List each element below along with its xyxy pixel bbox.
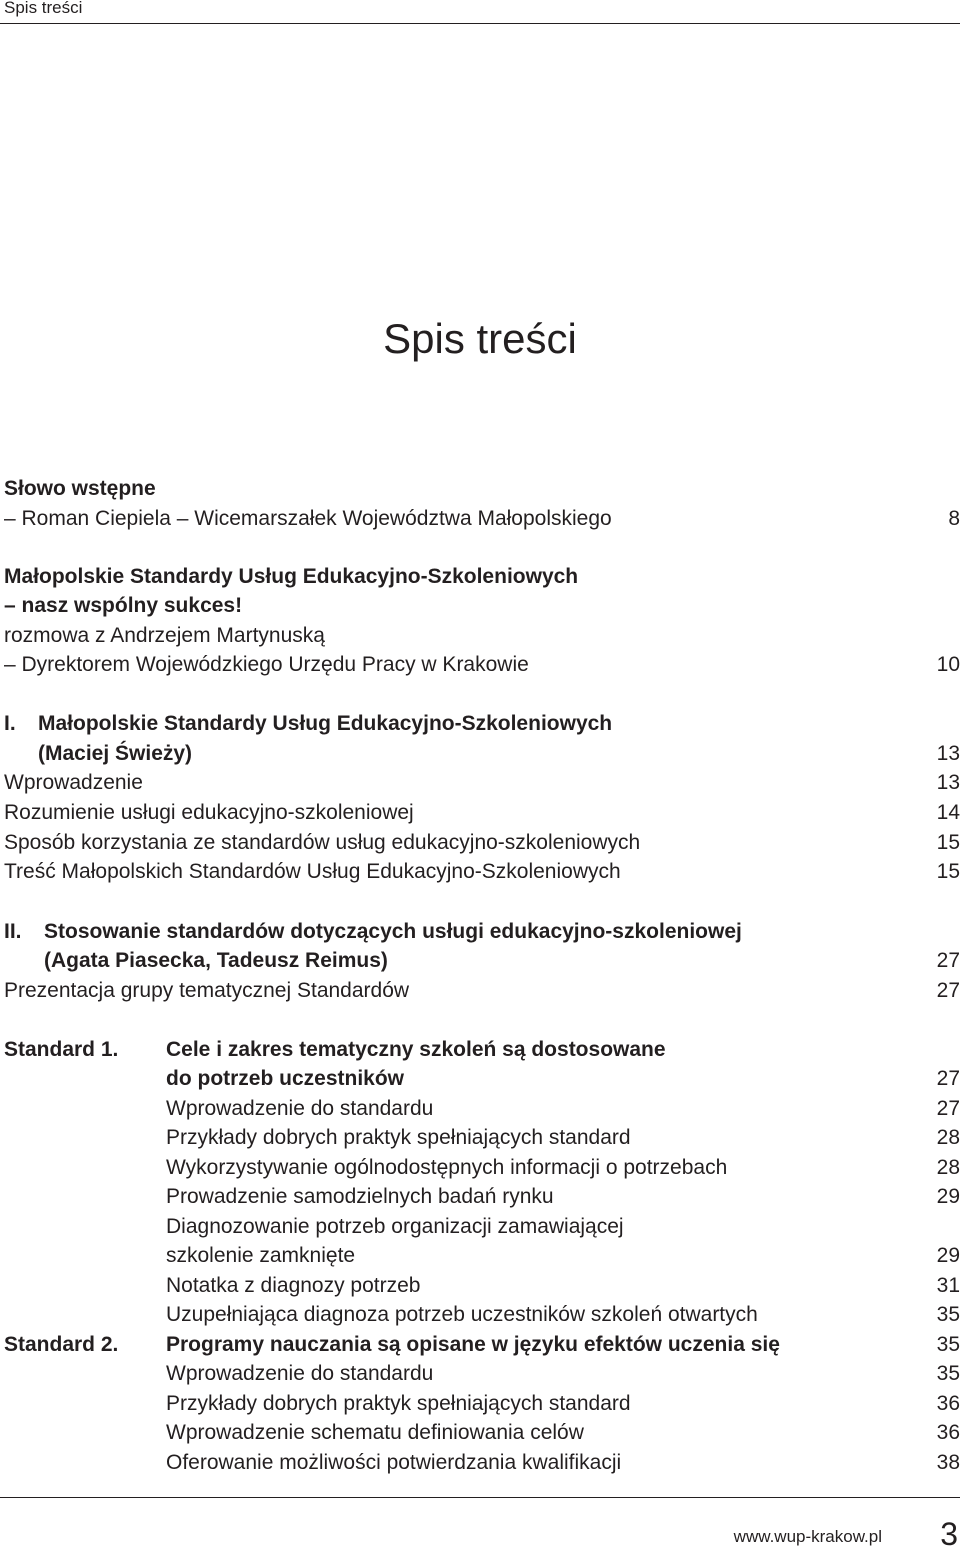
- toc-entry-page: 15: [936, 860, 960, 883]
- interview-page: 10: [936, 653, 960, 676]
- toc-entry-page: 31: [936, 1274, 960, 1297]
- toc-entry: Wprowadzenie schematu definiowania celów: [166, 1421, 584, 1444]
- interview-heading-1: Małopolskie Standardy Usług Edukacyjno-Szkoleniowych: [4, 565, 579, 588]
- part2-title-2: (Agata Piasecka, Tadeusz Reimus): [44, 949, 388, 972]
- toc-entry: Wykorzystywanie ogólnodostępnych informacji o potrzebach: [166, 1156, 728, 1179]
- toc-entry: Przykłady dobrych praktyk spełniających standard: [166, 1126, 631, 1149]
- toc-entry: Prowadzenie samodzielnych badań rynku: [166, 1185, 554, 1208]
- part2-page: 27: [936, 949, 960, 972]
- toc-entry-page: 35: [936, 1362, 960, 1385]
- toc-entry-page: 36: [936, 1421, 960, 1444]
- footer-url[interactable]: www.wup-krakow.pl: [733, 1527, 882, 1546]
- interview-line-1: rozmowa z Andrzejem Martynuską: [4, 624, 325, 647]
- toc-entry: Rozumienie usługi edukacyjno-szkoleniowej: [4, 801, 414, 824]
- part1-page: 13: [936, 742, 960, 765]
- running-head: Spis treści: [4, 0, 83, 17]
- footer-page-number: 3: [940, 1516, 958, 1552]
- standard-1-label: Standard 1.: [4, 1038, 119, 1061]
- part1-title-2: (Maciej Świeży): [38, 742, 193, 765]
- toc-entry: Treść Małopolskich Standardów Usług Edukacyjno-Szkoleniowych: [4, 860, 621, 883]
- toc-entry-page: 36: [936, 1392, 960, 1415]
- standard-2-label: Standard 2.: [4, 1333, 119, 1356]
- toc-entry: Uzupełniająca diagnoza potrzeb uczestników szkoleń otwartych: [166, 1303, 758, 1326]
- toc-entry-page: 27: [936, 979, 960, 1002]
- header-rule: [0, 23, 960, 24]
- toc-entry: Prezentacja grupy tematycznej Standardów: [4, 979, 410, 1002]
- standard-1-title-1: Cele i zakres tematyczny szkoleń są dostosowane: [166, 1038, 666, 1061]
- part2-number: II.: [4, 920, 22, 943]
- part1-title-1: Małopolskie Standardy Usług Edukacyjno-Szkoleniowych: [38, 712, 613, 735]
- toc-entry-page: 35: [936, 1303, 960, 1326]
- interview-heading-2: – nasz wspólny sukces!: [4, 594, 243, 617]
- toc-entry-page: 15: [936, 831, 960, 854]
- toc-entry-page: 29: [936, 1185, 960, 1208]
- standard-1-page: 27: [936, 1067, 960, 1090]
- interview-line-2: – Dyrektorem Wojewódzkiego Urzędu Pracy w Krakowie: [4, 653, 529, 676]
- toc-entry: Sposób korzystania ze standardów usług edukacyjno-szkoleniowych: [4, 831, 641, 854]
- toc-entry-page: 27: [936, 1097, 960, 1120]
- standard-2-title: Programy nauczania są opisane w języku efektów uczenia się: [166, 1333, 780, 1356]
- toc-entry-page: 38: [936, 1451, 960, 1474]
- toc-entry-page: 29: [936, 1244, 960, 1267]
- part2-title-1: Stosowanie standardów dotyczących usługi edukacyjno-szkoleniowej: [44, 920, 742, 943]
- toc-entry: szkolenie zamknięte: [166, 1244, 356, 1267]
- toc-entry-page: 28: [936, 1156, 960, 1179]
- preface-page: 8: [948, 507, 960, 530]
- toc-entry-page: 14: [936, 801, 960, 824]
- page-title: Spis treści: [383, 315, 577, 362]
- toc-entry-page: 28: [936, 1126, 960, 1149]
- toc-entry: Przykłady dobrych praktyk spełniających standard: [166, 1392, 631, 1415]
- preface-line: – Roman Ciepiela – Wicemarszałek Województwa Małopolskiego: [4, 507, 612, 530]
- part1-number: I.: [4, 712, 16, 735]
- footer-rule: [0, 1497, 960, 1498]
- preface-heading: Słowo wstępne: [4, 477, 156, 500]
- toc-entry-page: 13: [936, 771, 960, 794]
- standard-2-page: 35: [936, 1333, 960, 1356]
- toc-entry: Wprowadzenie do standardu: [166, 1362, 434, 1385]
- standard-1-title-2: do potrzeb uczestników: [166, 1067, 405, 1090]
- toc-entry: Wprowadzenie do standardu: [166, 1097, 434, 1120]
- toc-entry: Wprowadzenie: [4, 771, 143, 794]
- toc-entry: Diagnozowanie potrzeb organizacji zamawiającej: [166, 1215, 624, 1238]
- toc-entry: Oferowanie możliwości potwierdzania kwalifikacji: [166, 1451, 622, 1474]
- toc-entry: Notatka z diagnozy potrzeb: [166, 1274, 421, 1297]
